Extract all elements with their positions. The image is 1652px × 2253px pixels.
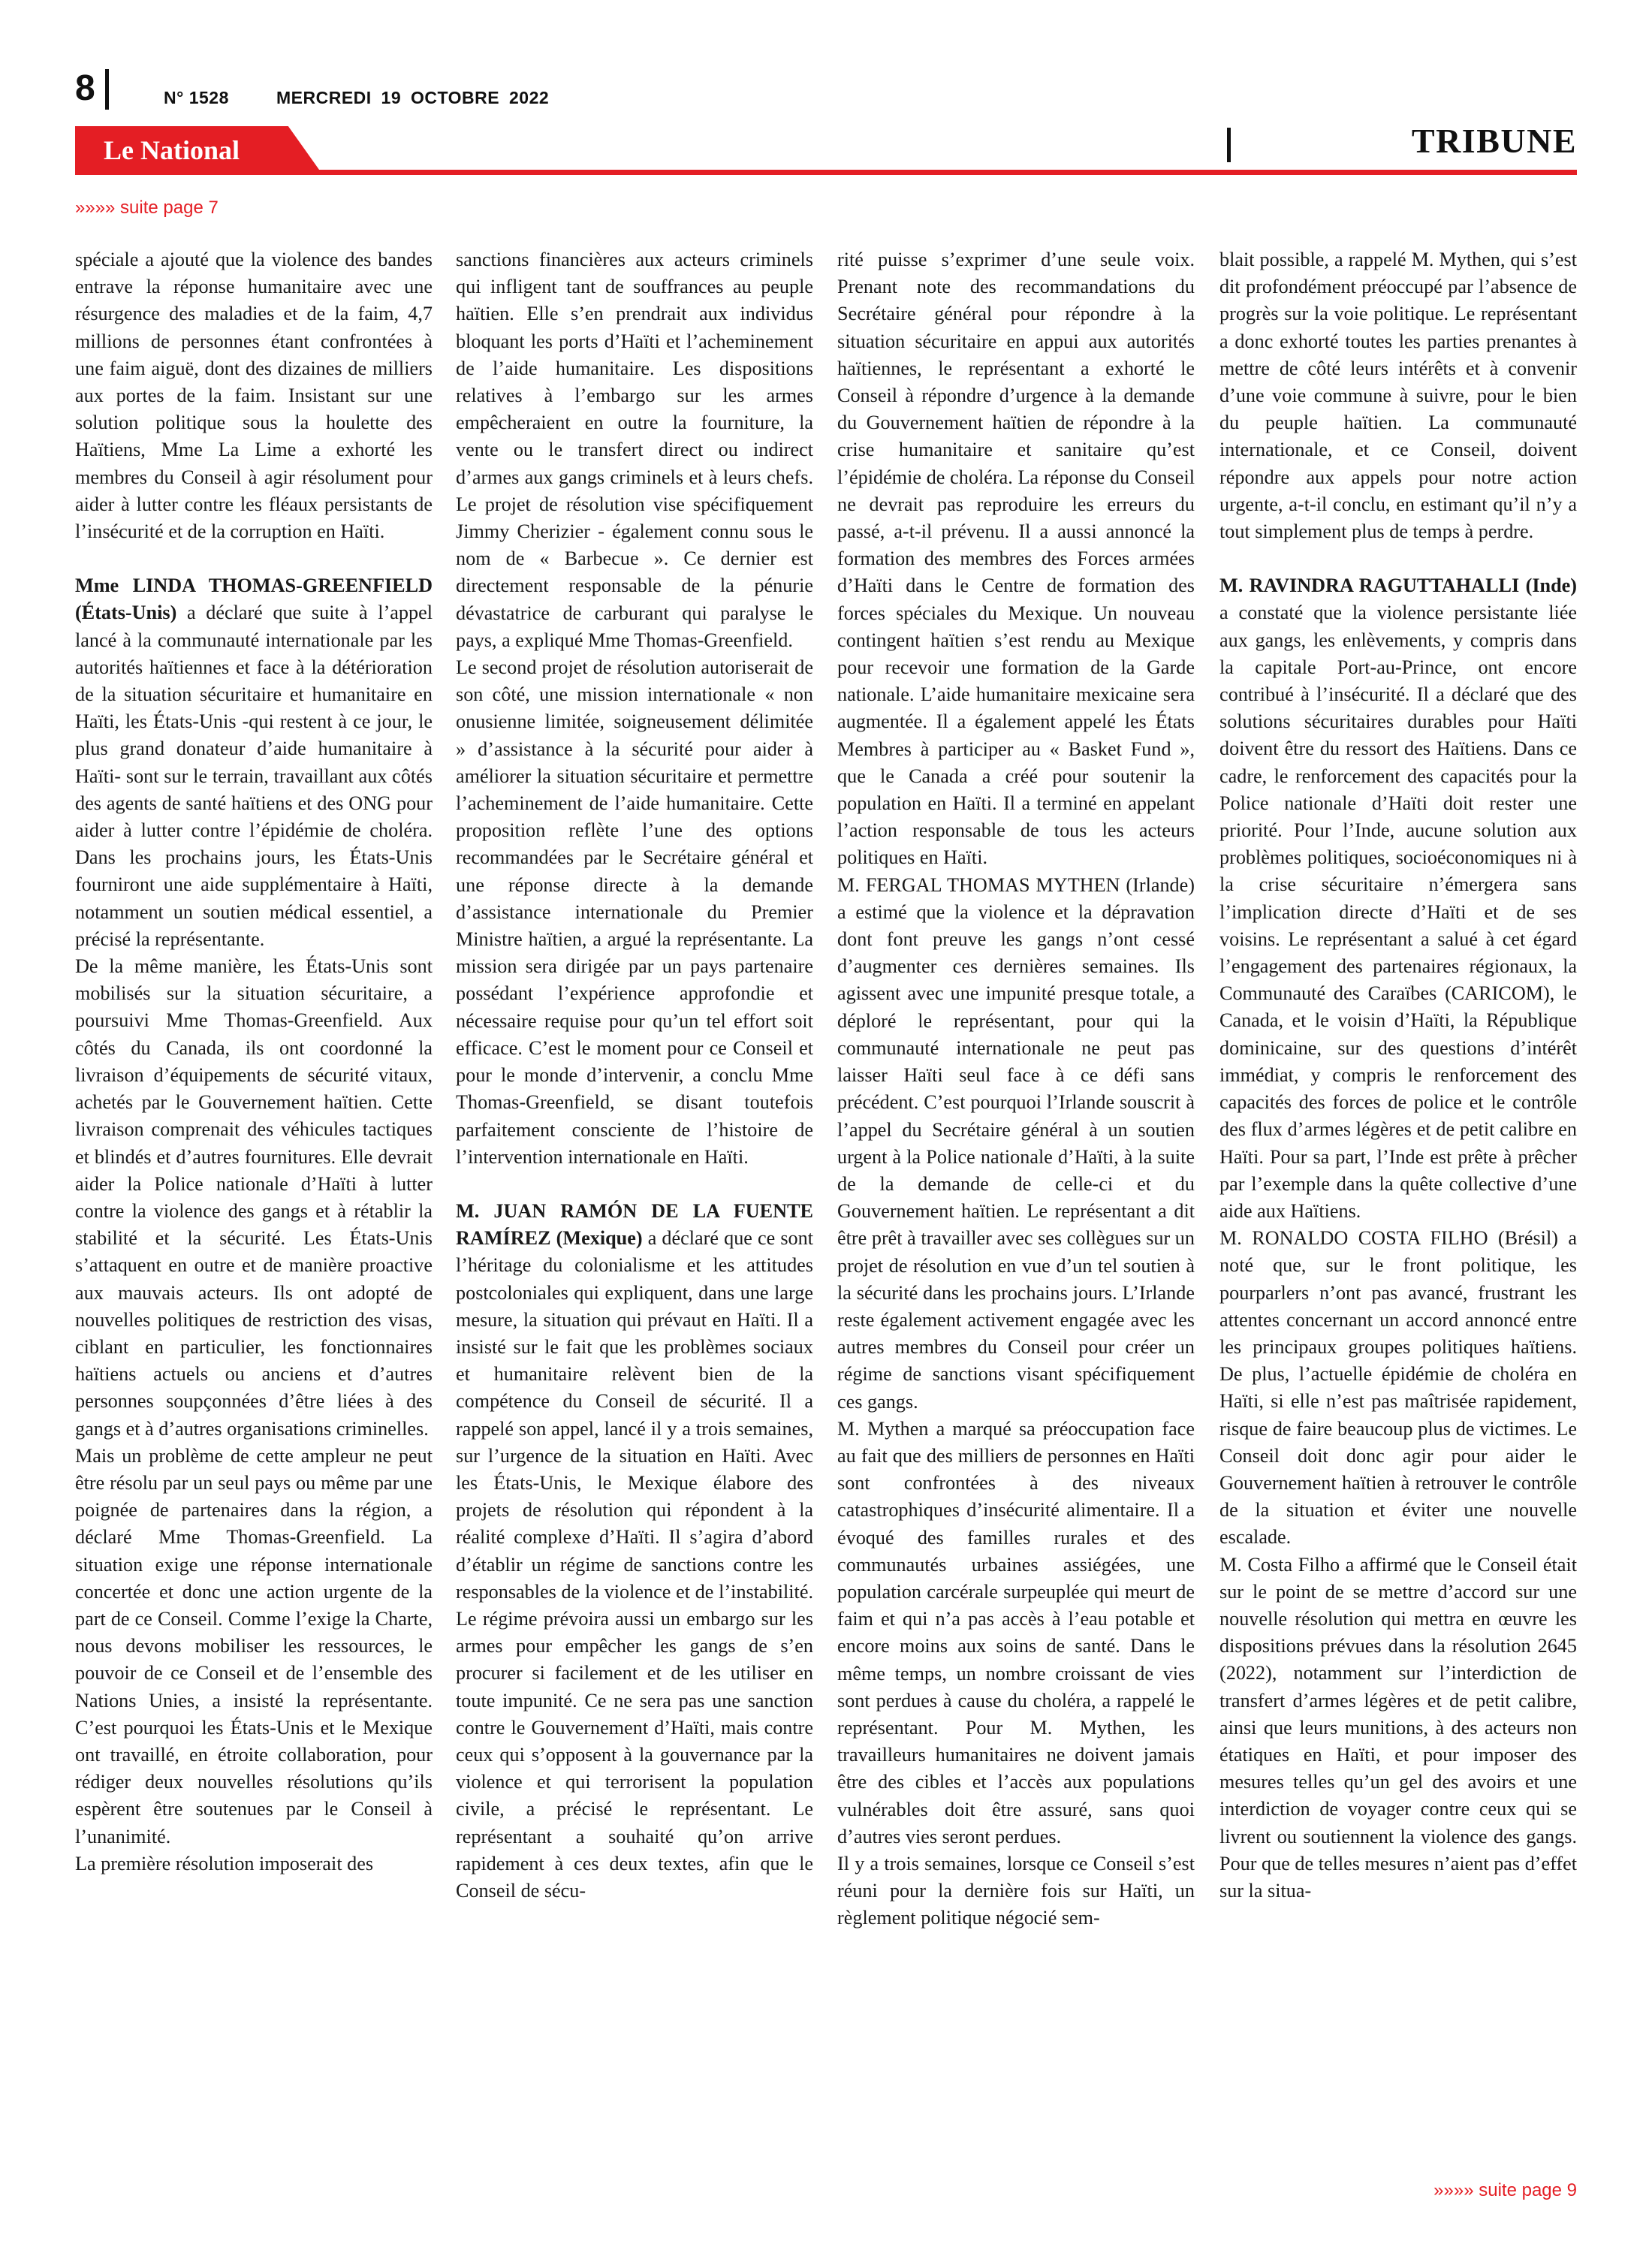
paragraph (456, 1198, 813, 1905)
article-column-3 (837, 246, 1195, 2101)
paragraph (1219, 572, 1577, 1225)
continued-from-link[interactable]: »»»» suite page 7 (75, 198, 219, 218)
paragraph: M. Mythen a marqué sa préoccupation face au fait que des milliers de personnes en Haïti sont confrontées à des niveaux catastrophiques d’insécurité alimentaire. Il a évoqué des familles rurales et des communautés urbaines assiégées, une population carcérale surpeuplée qui meurt de faim et qui n’a pas accès à l’eau potable et encore moins aux soins de santé. Dans le même temps, un nombre croissant de vies sont perdues à cause du choléra, a rappelé le représentant. Pour M. Mythen, les travailleurs humanitaires ne doivent jamais être des cibles et l’accès aux populations vulnérables doit être assuré, sans quoi d’autres vies seront perdues. (837, 1417, 1195, 1847)
paragraph: spéciale a ajouté que la violence des bandes entrave la réponse humanitaire avec une résurgence des maladies et de la faim, 4,7 millions de personnes étant confrontées à une faim aiguë, dont des dizaines de milliers aux portes de la faim. Insistant sur une solution politique sous la houlette des Haïtiens, Mme La Lime a exhorté les membres du Conseil à agir résolument pour aider à lutter contre les fléaux persistants de l’insécurité et de la corruption en Haïti. (75, 249, 433, 543)
speaker-name: M. RAVINDRA RAGUTTAHALLI (Inde) (1219, 575, 1577, 597)
paragraph: M. RONALDO COSTA FILHO (Brésil) a noté que, sur le front politique, les pourparlers n’ont pas avancé, frustrant les attentes concernant un accord annoncé entre les principaux groupes politiques haïtiens. De plus, l’actuelle épidémie de choléra en Haïti, si elle n’est pas maîtrisée rapidement, risque de faire beaucoup plus de victimes. Le Conseil doit donc agir pour aider le Gouvernement haïtien à retrouver le contrôle de la situation et éviter une nouvelle escalade. (1219, 1227, 1577, 1549)
continued-to-link[interactable]: »»»» suite page 9 (1433, 2180, 1577, 2200)
paragraph: De la même manière, les États-Unis sont mobilisés sur la situation sécuritaire, a poursuivi Mme Thomas-Greenfield. Aux côtés du Canada, ils ont coordonné la livraison d’équipements de sécurité vitaux, achetés par le Gouvernement haïtien. Cette livraison comprenait des véhicules tactiques et blindés et d’autres fournitures. Elle devrait aider la Police nationale d’Haïti à lutter contre la violence des gangs et à rétablir la stabilité et la sécurité. Les États-Unis s’attaquent en outre et de manière proactive aux mauvais acteurs. Ils ont adopté de nouvelles politiques de restriction des visas, ciblant en particulier, les fonctionnaires haïtiens actuels ou anciens et d’autres personnes soupçonnées d’être liées à des gangs et à d’autres organisations criminelles. (75, 955, 433, 1440)
paragraph-text: a déclaré que suite à l’appel lancé à la communauté internationale par les autorités haïtiennes et face à la détérioration de la situation sécuritaire et humanitaire en Haïti, les États-Unis -qui restent à ce jour, le plus grand donateur d’aide humanitaire à Haïti- sont sur le terrain, travaillant aux côtés des agents de santé haïtiens et des ONG pour aider à lutter contre l’épidémie de choléra. Dans les prochains jours, les États-Unis fourniront une aide supplémentaire à Haïti, notamment un soutien médical essentiel, a précisé la représentante. (75, 602, 433, 950)
paragraph: M. FERGAL THOMAS MYTHEN (Irlande) a estimé que la violence et la dépravation dont font preuve les gangs n’ont cessé d’augmenter ces dernières semaines. Ils agissent avec une impunité presque totale, a déploré le représentant, pour qui la communauté internationale ne peut pas laisser Haïti seul face à ce défi sans précédent. C’est pourquoi l’Irlande souscrit à l’appel du Secrétaire général à un soutien urgent à la Police nationale d’Haïti, à la suite de la demande de celle-ci et du Gouvernement haïtien. Le représentant a dit être prêt à travailler avec ses collègues sur un projet de résolution en vue d’un tel soutien à la sécurité dans les prochains jours. L’Irlande reste également activement engagée avec les autres membres du Conseil pour créer un régime de sanctions visant spécifiquement ces gangs. (837, 873, 1195, 1413)
article-column-1 (75, 246, 433, 2101)
article-column-4 (1219, 246, 1577, 2101)
issue-number: N° 1528 (164, 88, 229, 107)
paragraph: Le second projet de résolution autoriserait de son côté, une mission internationale « non onusienne limitée, soigneusement délimitée » d’assistance à la sécurité pour aider à améliorer la situation sécuritaire et permettre l’acheminement de l’aide humanitaire. Cette proposition reflète l’une des options recommandées par le Secrétaire général et une réponse directe à la demande d’assistance internationale du Premier Ministre haïtien, a argué la représentante. La mission sera dirigée par un pays partenaire possédant l’expérience approfondie et nécessaire requise pour qu’un tel effort soit efficace. C’est le moment pour ce Conseil et pour le monde d’intervenir, a conclu Mme Thomas-Greenfield, se disant toutefois parfaitement consciente de l’histoire de l’intervention internationale en Haïti. (456, 656, 813, 1168)
page-number: 8 (75, 68, 95, 108)
paragraph: rité puisse s’exprimer d’une seule voix. Prenant note des recommandations du Secrétaire général pour répondre à la situation sécuritaire en appui aux autorités haïtiennes, le représentant a exhorté le Conseil à répondre d’urgence à la demande du Gouvernement haïtien de répondre à la crise humanitaire et sanitaire qu’est l’épidémie de choléra. La réponse du Conseil ne devrait pas reproduire les erreurs du passé, a-t-il prévenu. Il a aussi annoncé la formation des membres des Forces armées d’Haïti dans le Centre de formation des forces spéciales du Mexique. Un nouveau contingent haïtien s’est rendu au Mexique pour recevoir une formation de la Garde nationale. L’aide humanitaire mexicaine sera augmentée. Il a également appelé les États Membres à participer au « Basket Fund », que le Canada a créé pour soutenir la population en Haïti. Il a terminé en appelant l’action responsable de tous les acteurs politiques en Haïti. (837, 249, 1195, 869)
speaker-name: M. JUAN RAMÓN DE LA FUENTE RAMÍREZ (Mexique) (456, 1199, 813, 1250)
brand-name: Le National (104, 135, 240, 165)
page-number-divider (105, 69, 109, 110)
paragraph (75, 572, 433, 953)
paragraph: Mais un problème de cette ampleur ne peut être résolu par un seul pays ou même par une poignée de partenaires dans la région, a déclaré Mme Thomas-Greenfield. La situation exige une réponse internationale concertée et donc une action urgente de la part de ce Conseil. Comme l’exige la Charte, nous devons mobiliser les ressources, le pouvoir de ce Conseil et de l’ensemble des Nations Unies, a insisté la représentante. C’est pourquoi les États-Unis et le Mexique ont travaillé, en étroite collaboration, pour rédiger deux nouvelles résolutions qu’ils espèrent être soutenues par le Conseil à l’unanimité. (75, 1444, 433, 1847)
paragraph: Il y a trois semaines, lorsque ce Conseil s’est réuni pour la dernière fois sur Haïti, un règlement politique négocié sem- (837, 1852, 1195, 1929)
paragraph-text: a constaté que la violence persistante liée aux gangs, les enlèvements, y compris dans la capitale Port-au-Prince, ont encore contribué à l’insécurité. Il a déclaré que des solutions sécuritaires durables pour Haïti doivent être du ressort des Haïtiens. Dans ce cadre, le renforcement des capacités pour la Police nationale d’Haïti doit rester une priorité. Pour l’Inde, aucune solution aux problèmes politiques, socioéconomiques ni à la crise sécuritaire n’émergera sans l’implication directe d’Haïti et de ses voisins. Le représentant a salué à cet égard l’engagement des partenaires régionaux, la Communauté des Caraïbes (CARICOM), le Canada, et le voisin d’Haïti, la République dominicaine, sur des questions d’intérêt immédiat, y compris le renforcement des capacités des forces de police et le contrôle des flux d’armes légères et de petit calibre en Haïti. Pour sa part, l’Inde est prête à prêcher par l’exemple dans la quête collective d’une aide aux Haïtiens. (1219, 602, 1577, 1222)
paragraph: sanctions financières aux acteurs criminels qui infligent tant de souffrances au peuple haïtien. Elle s’en prendrait aux individus bloquant les ports d’Haïti et l’acheminement de l’aide humanitaire. Les dispositions relatives à l’embargo sur les armes empêcheraient en outre la fourniture, la vente ou le transfert direct ou indirect d’armes aux gangs criminels et à leurs chefs. Le projet de résolution vise spécifiquement Jimmy Cherizier - également connu sous le nom de « Barbecue ». Ce dernier est directement responsable de la pénurie dévastatrice de carburant qui paralyse le pays, a expliqué Mme Thomas-Greenfield. (456, 249, 813, 651)
section-title: TRIBUNE (1411, 122, 1577, 160)
speaker-name: Mme LINDA THOMAS-GREENFIELD (États-Unis) (75, 575, 433, 624)
paragraph: M. Costa Filho a affirmé que le Conseil était sur le point de se mettre d’accord sur une nouvelle résolution qui mettra en œuvre les dispositions prévues dans la résolution 2645 (2022), notamment sur l’interdiction de transfert d’armes légères et de petit calibre, ainsi que leurs munitions, à des acteurs non étatiques en Haïti, et pour imposer des mesures telles qu’un gel des avoirs et une interdiction de voyager contre ceux qui se livrent ou soutiennent la violence des gangs. Pour que de telles mesures n’aient pas d’effet sur la situa- (1219, 1553, 1577, 1902)
paragraph-text: a déclaré que ce sont l’héritage du colonialisme et les attitudes postcoloniales qui expliquent, dans une large mesure, la situation qui prévaut en Haïti. Il a insisté sur le fait que les problèmes sociaux et humanitaire relèvent bien de la compétence du Conseil de sécurité. Il a rappelé son appel, lancé il y a trois semaines, sur l’urgence de la situation en Haïti. Avec les États-Unis, le Mexique élabore des projets de résolution qui répondent à la réalité complexe d’Haïti. Il s’agira d’abord d’établir un régime de sanctions contre les responsables de la violence et de l’instabilité. Le régime prévoira aussi un embargo sur les armes pour empêcher les gangs de s’en procurer si facilement et de les utiliser en toute impunité. Ce ne sera pas une sanction contre le Gouvernement d’Haïti, mais contre ceux qui s’opposent à la gouvernance par la violence et qui terrorisent la population civile, a précisé le représentant. Le représentant a souhaité qu’on arrive rapidement à ces deux textes, afin que le Conseil de sécu- (456, 1227, 813, 1902)
paragraph: La première résolution imposerait des (75, 1852, 374, 1874)
section-divider (1227, 128, 1231, 162)
issue-date: MERCREDI 19 OCTOBRE 2022 (276, 88, 550, 107)
paragraph: blait possible, a rappelé M. Mythen, qui s’est dit profondément préoccupé par l’absence de progrès sur la voie politique. Le représentant a donc exhorté toutes les parties prenantes à mettre de côté leurs intérêts et à convenir d’une voie commune à suivre, pour le bien du peuple haïtien. La communauté internationale, et ce Conseil, doivent répondre aux appels pour notre action urgente, a-t-il conclu, en estimant qu’il n’y a tout simplement plus de temps à perdre. (1219, 249, 1577, 543)
article-column-2 (456, 246, 813, 2101)
